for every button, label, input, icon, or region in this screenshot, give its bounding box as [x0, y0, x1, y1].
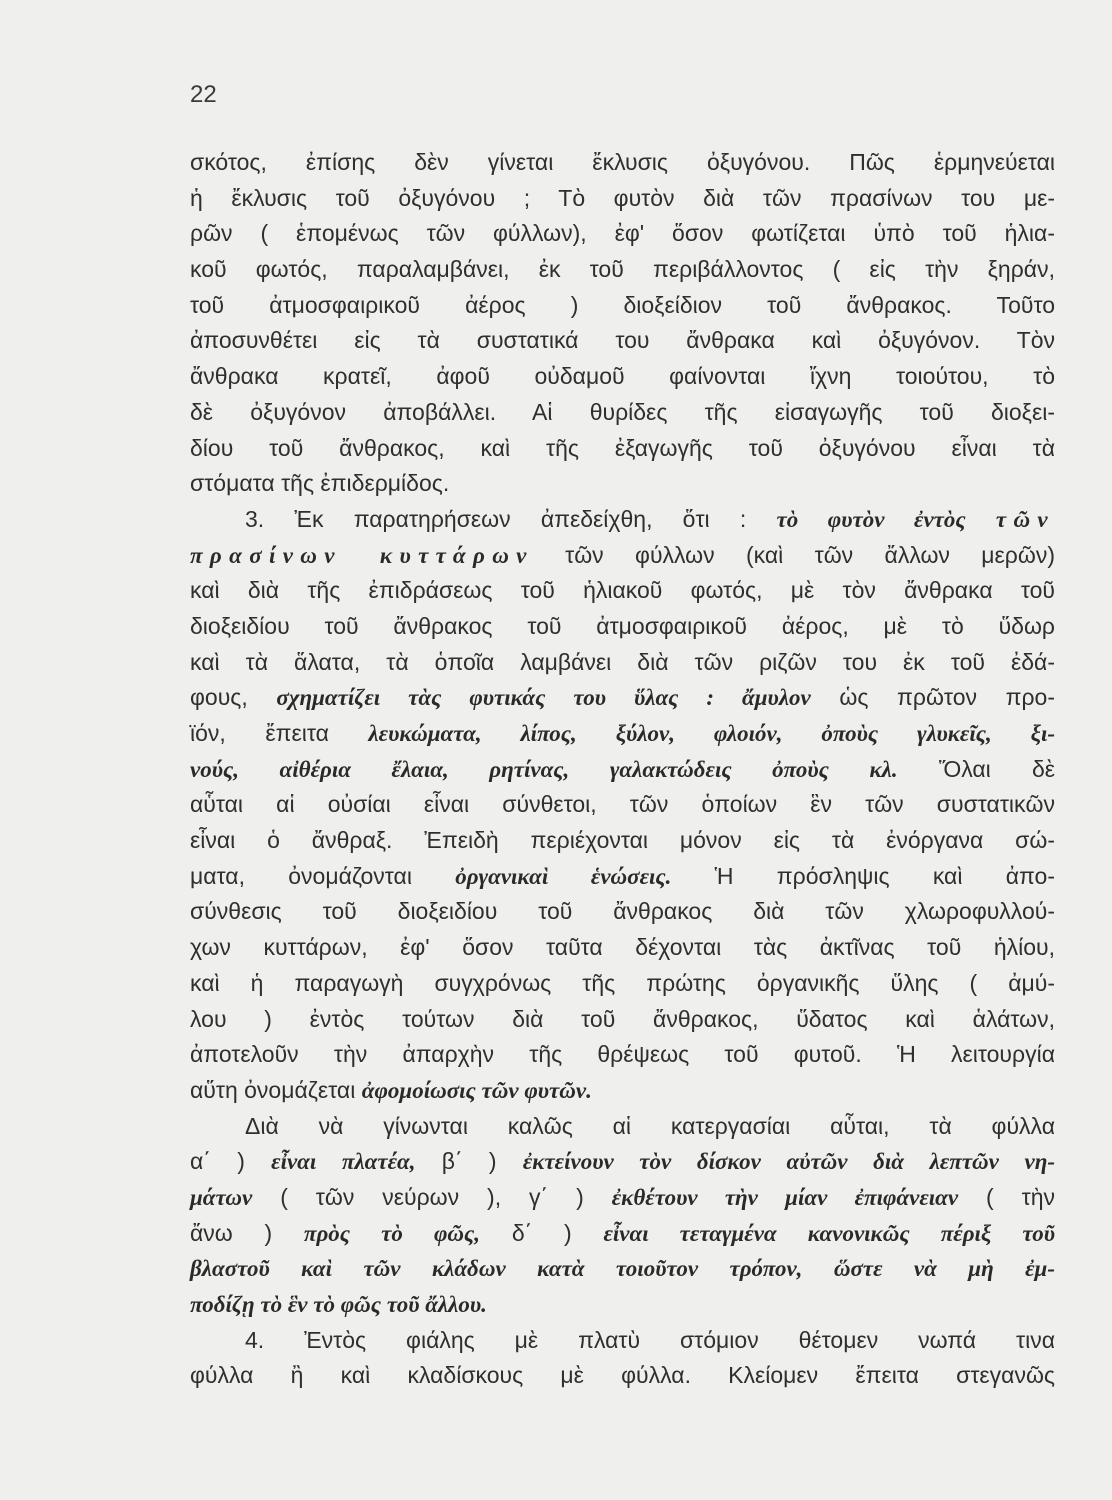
text-run: λου ) ἐντὸς τούτων διὰ τοῦ ἄνθρακος, ὕδατος καὶ ἁλάτων,	[190, 1005, 1055, 1032]
text-line	[190, 1144, 1055, 1180]
text-run: εἶναι ὁ ἄνθραξ. Ἐπειδὴ περιέχονται μόνον εἰς τὰ ἐνόργανα σώ-	[190, 827, 1055, 854]
text-line	[190, 145, 1055, 181]
text-run: ( τὴν	[986, 1183, 1056, 1210]
text-line	[190, 395, 1055, 431]
text-line	[190, 288, 1055, 324]
text-line	[190, 181, 1055, 217]
text-line	[190, 573, 1055, 609]
text-run: ἡ ἔκλυσις τοῦ ὀξυγόνου ; Τὸ φυτὸν διὰ τῶν πρασίνων του με-	[190, 184, 1055, 211]
text-line	[190, 1287, 1055, 1323]
text-run: αὕτη ὀνομάζεται	[190, 1076, 356, 1103]
emphasis-run: μάτων	[190, 1184, 253, 1210]
emphasis-run: εἶναι τεταγμένα κανονικῶς πέριξ τοῦ	[603, 1220, 1056, 1246]
text-run: ἀποτελοῦν τὴν ἀπαρχὴν τῆς θρέψεως τοῦ φυτοῦ. Ἡ λειτουργία	[190, 1041, 1055, 1068]
text-line	[190, 645, 1055, 681]
page-number: 22	[190, 81, 217, 108]
text-line	[190, 716, 1055, 752]
text-run: ἄνω )	[190, 1219, 273, 1246]
text-run: δὲ ὀξυγόνον ἀποβάλλει. Αἱ θυρίδες τῆς εἰσαγωγῆς τοῦ διοξει-	[190, 398, 1055, 425]
spaced-emphasis-run: τῶν	[995, 506, 1056, 532]
emphasis-run: ποδίζῃ τὸ ἓν τὸ φῶς τοῦ ἄλλου.	[190, 1292, 487, 1317]
text-run: Διὰ νὰ γίνωνται καλῶς αἱ κατεργασίαι αὗται, τὰ φύλλα	[245, 1112, 1055, 1139]
text-line	[190, 752, 1055, 788]
text-run: Ὅλαι δὲ	[938, 755, 1055, 782]
text-line	[190, 1251, 1055, 1287]
emphasis-run: σχηματίζει τὰς φυτικάς του ὕλας : ἄμυλον	[276, 685, 811, 711]
text-line	[190, 252, 1055, 288]
text-run: 4. Ἐντὸς φιάλης μὲ πλατὺ στόμιον θέτομεν νωπά τινα	[245, 1326, 1055, 1353]
text-line	[190, 359, 1055, 395]
emphasis-run: τὸ φυτὸν ἐντὸς	[776, 506, 966, 532]
text-run: καὶ διὰ τῆς ἐπιδράσεως τοῦ ἡλιακοῦ φωτός, μὲ τὸν ἄνθρακα τοῦ	[190, 577, 1055, 604]
text-run: φους,	[190, 684, 248, 711]
text-line	[190, 966, 1055, 1002]
text-run: ϊόν, ἔπειτα	[190, 720, 329, 746]
text-line	[190, 538, 1055, 574]
text-line	[190, 1180, 1055, 1216]
emphasis-run: ἀφομοίωσις τῶν φυτῶν.	[361, 1077, 592, 1103]
text-line	[190, 609, 1055, 645]
text-run: δ΄ )	[511, 1219, 572, 1246]
emphasis-run: βλαστοῦ καὶ τῶν κλάδων κατὰ τοιοῦτον τρόπον, ὥστε νὰ μὴ ἐμ-	[190, 1256, 1055, 1282]
text-line	[190, 894, 1055, 930]
text-line	[190, 1002, 1055, 1038]
text-run: καὶ τὰ ἅλατα, τὰ ὁποῖα λαμβάνει διὰ τῶν ριζῶν του ἐκ τοῦ ἐδά-	[190, 648, 1055, 675]
text-run: στόματα τῆς ἐπιδερμίδος.	[190, 470, 450, 497]
emphasis-run: ἐκτείνουν τὸν δίσκον αὐτῶν διὰ λεπτῶν νη-	[522, 1149, 1055, 1175]
text-run: διοξειδίου τοῦ ἄνθρακος τοῦ ἀτμοσφαιρικοῦ ἀέρος, μὲ τὸ ὕδωρ	[190, 612, 1055, 639]
text-run: κοῦ φωτός, παραλαμβάνει, ἐκ τοῦ περιβάλλοντος ( εἰς τὴν ξηράν,	[190, 256, 1055, 283]
text-line	[190, 502, 1055, 538]
text-line	[190, 859, 1055, 895]
text-run: σύνθεσις τοῦ διοξειδίου τοῦ ἄνθρακος διὰ τῶν χλωροφυλλού-	[190, 898, 1055, 925]
text-line	[190, 1037, 1055, 1073]
spaced-emphasis-run: πρασίνων κυττάρων	[190, 542, 534, 568]
emphasis-run: ἐκθέτουν τὴν μίαν ἐπιφάνειαν	[611, 1184, 959, 1210]
text-run: καὶ ἡ παραγωγὴ συγχρόνως τῆς πρώτης ὀργανικῆς ὕλης ( ἀμύ-	[190, 969, 1055, 996]
emphasis-run: εἶναι πλατέα,	[271, 1149, 416, 1175]
text-run: Ἡ πρόσληψις καὶ ἀπο-	[714, 862, 1055, 889]
text-run: αὗται αἱ οὐσίαι εἶναι σύνθετοι, τῶν ὁποίων ἓν τῶν συστατικῶν	[190, 791, 1055, 818]
text-run: σκότος, ἐπίσης δὲν γίνεται ἔκλυσις ὀξυγόνου. Πῶς ἑρμηνεύεται	[190, 149, 1055, 175]
emphasis-run: λευκώματα, λίπος, ξύλον, φλοιόν, ὀποὺς γλυκεῖς, ξι-	[368, 721, 1055, 746]
text-run: α΄ )	[190, 1148, 245, 1175]
text-line	[190, 1323, 1055, 1359]
text-run: δίου τοῦ ἄνθρακος, καὶ τῆς ἐξαγωγῆς τοῦ ὀξυγόνου εἶναι τὰ	[190, 434, 1055, 461]
text-run: χων κυττάρων, ἐφ' ὅσον ταῦτα δέχονται τὰς ἀκτῖνας τοῦ ἡλίου,	[190, 934, 1055, 961]
text-line	[190, 930, 1055, 966]
text-line	[190, 431, 1055, 467]
page-body	[190, 145, 1055, 1394]
emphasis-run: νούς, αἰθέρια ἔλαια, ρητίνας, γαλακτώδεις ὀποὺς κλ.	[190, 756, 898, 782]
emphasis-run: πρὸς τὸ φῶς,	[303, 1220, 481, 1246]
text-run: φύλλα ἢ καὶ κλαδίσκους μὲ φύλλα. Κλείομεν ἔπειτα στεγανῶς	[190, 1362, 1055, 1389]
text-line	[190, 466, 1055, 502]
text-run: ἄνθρακα κρατεῖ, ἀφοῦ οὐδαμοῦ φαίνονται ἴχνη τοιούτου, τὸ	[190, 363, 1055, 390]
text-line	[190, 1073, 1055, 1109]
text-line	[190, 1216, 1055, 1252]
text-run: ματα, ὀνομάζονται	[190, 862, 412, 889]
text-run: ὡς πρῶτον προ-	[839, 684, 1056, 711]
text-run: 3. Ἐκ παρατηρήσεων ἀπεδείχθη, ὅτι :	[245, 505, 747, 532]
text-line	[190, 787, 1055, 823]
text-run: τοῦ ἀτμοσφαιρικοῦ ἀέρος ) διοξείδιον τοῦ ἄνθρακος. Τοῦτο	[190, 291, 1055, 318]
text-line	[190, 1109, 1055, 1145]
emphasis-run: ὀργανικαὶ ἑνώσεις.	[455, 863, 672, 889]
text-line	[190, 216, 1055, 252]
text-line	[190, 823, 1055, 859]
text-line	[190, 680, 1055, 716]
text-run: ἀποσυνθέτει εἰς τὰ συστατικά του ἄνθρακα καὶ ὀξυγόνον. Τὸν	[190, 327, 1055, 354]
text-run: ρῶν ( ἑπομένως τῶν φύλλων), ἐφ' ὅσον φωτίζεται ὑπὸ τοῦ ἡλια-	[190, 220, 1055, 247]
text-run: ( τῶν νεύρων ), γ΄ )	[280, 1183, 584, 1210]
text-line	[190, 323, 1055, 359]
text-line	[190, 1358, 1055, 1394]
text-run: β΄ )	[441, 1148, 497, 1175]
text-run: τῶν φύλλων (καὶ τῶν ἄλλων μερῶν)	[565, 541, 1055, 568]
